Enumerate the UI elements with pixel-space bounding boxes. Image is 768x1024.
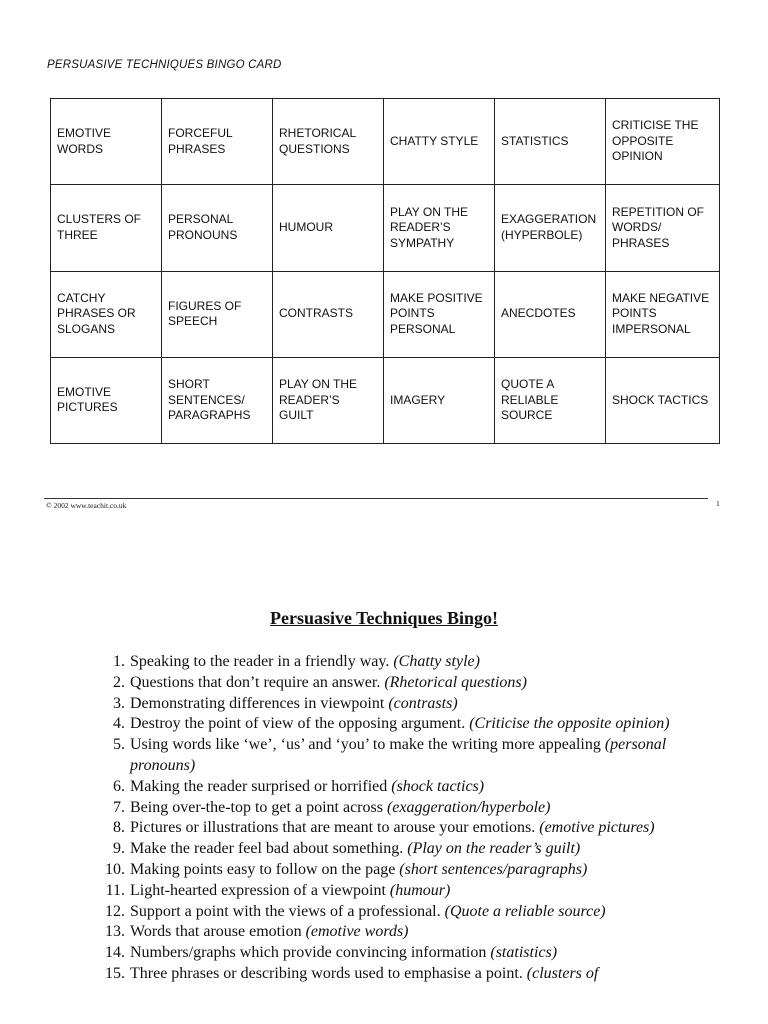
item-answer: (personal pronouns) (130, 736, 667, 774)
list-item (90, 839, 690, 860)
item-text: Being over-the-top to get a point across (130, 798, 387, 816)
bingo-cell: STATISTICS (495, 99, 606, 185)
item-number: 4. (113, 715, 125, 733)
list-item (90, 964, 690, 985)
item-number: 12. (105, 902, 125, 920)
item-text: Speaking to the reader in a friendly way. (130, 653, 394, 670)
item-text: Demonstrating differences in viewpoint (130, 694, 389, 712)
item-answer: (clusters of (526, 964, 599, 982)
bingo-cell: QUOTE A RELIABLE SOURCE (495, 357, 606, 443)
bingo-cell: EMOTIVE PICTURES (51, 357, 162, 443)
item-text: Making the reader surprised or horrified (130, 777, 392, 795)
item-text: Make the reader feel bad about something. (130, 840, 408, 858)
list-item (90, 943, 690, 964)
item-text: Using words like ‘we’, ‘us’ and ‘you’ to make the writing more appealing (130, 736, 605, 754)
item-answer: (contrasts) (388, 694, 458, 712)
bingo-cell: FORCEFUL PHRASES (162, 99, 273, 185)
list-item (90, 818, 690, 839)
bingo-cell: SHOCK TACTICS (606, 357, 720, 443)
bingo-row (51, 185, 720, 271)
bingo-cell: HUMOUR (273, 185, 384, 271)
item-answer: (statistics) (490, 944, 558, 962)
bingo-cell: PERSONAL PRONOUNS (162, 185, 273, 271)
item-answer: (exaggeration/hyperbole) (386, 798, 551, 816)
bingo-cell: PLAY ON THE READER’S GUILT (273, 357, 384, 443)
item-text: Three phrases or describing words used to emphasise a point. (130, 964, 527, 982)
bingo-cell: IMAGERY (384, 357, 495, 443)
page-number: 1 (716, 499, 720, 508)
item-number: 6. (113, 777, 125, 795)
bingo-cell: REPETITION OF WORDS/ PHRASES (606, 185, 720, 271)
item-text: Destroy the point of view of the opposing argument. (130, 715, 470, 733)
item-text: Making points easy to follow on the page (130, 860, 400, 878)
item-number: 7. (113, 798, 125, 816)
bingo-cell: MAKE POSITIVE POINTS PERSONAL (384, 271, 495, 357)
bingo-cell: CONTRASTS (273, 271, 384, 357)
item-answer: (emotive words) (305, 923, 409, 941)
item-number: 9. (113, 840, 125, 858)
list-item (90, 714, 690, 735)
bingo-card-title: PERSUASIVE TECHNIQUES BINGO CARD (47, 59, 282, 71)
item-answer: (Play on the reader’s guilt) (407, 840, 581, 858)
item-number: 1. (113, 653, 125, 670)
bingo-cell: CHATTY STYLE (384, 99, 495, 185)
list-item (90, 777, 690, 798)
bingo-cell: CATCHY PHRASES OR SLOGANS (51, 271, 162, 357)
item-answer: (emotive pictures) (539, 819, 655, 837)
item-answer: (shock tactics) (391, 777, 485, 795)
item-number: 15. (105, 964, 125, 982)
item-text: Light-hearted expression of a viewpoint (130, 881, 390, 899)
list-item (90, 922, 690, 943)
list-item (90, 652, 690, 673)
item-text: Words that arouse emotion (130, 923, 306, 941)
item-number: 14. (105, 944, 125, 962)
item-answer: (Rhetorical questions) (384, 673, 527, 691)
footer-copyright: © 2002 www.teachit.co.uk (46, 501, 127, 510)
bingo-grid (50, 98, 720, 444)
item-number: 10. (105, 860, 125, 878)
bingo-cell: ANECDOTES (495, 271, 606, 357)
bingo-cell: FIGURES OF SPEECH (162, 271, 273, 357)
item-answer: (humour) (389, 881, 451, 899)
item-number: 11. (105, 881, 125, 899)
bingo-cell: PLAY ON THE READER’S SYMPATHY (384, 185, 495, 271)
list-item (90, 694, 690, 715)
item-number: 13. (105, 923, 125, 941)
list-item (90, 881, 690, 902)
item-text: Pictures or illustrations that are meant to arouse your emotions. (130, 819, 540, 837)
bingo-cell: CLUSTERS OF THREE (51, 185, 162, 271)
bingo-row (51, 271, 720, 357)
page-title: Persuasive Techniques Bingo! (269, 608, 499, 628)
item-answer: (Criticise the opposite opinion) (469, 715, 670, 733)
item-answer: (short sentences/paragraphs) (399, 860, 588, 878)
list-item (90, 673, 690, 694)
item-text: Support a point with the views of a professional. (130, 902, 445, 920)
list-item (90, 735, 690, 777)
item-number: 2. (113, 673, 125, 691)
item-number: 5. (113, 736, 125, 754)
item-text: Numbers/graphs which provide convincing information (130, 944, 491, 962)
list-item (90, 798, 690, 819)
bingo-row (51, 99, 720, 185)
item-text: Questions that don’t require an answer. (130, 673, 385, 691)
bingo-cell: RHETORICAL QUESTIONS (273, 99, 384, 185)
bingo-cell: CRITICISE THE OPPOSITE OPINION (606, 99, 720, 185)
list-item (90, 902, 690, 923)
bingo-cell: SHORT SENTENCES/ PARAGRAPHS (162, 357, 273, 443)
list-item (90, 860, 690, 881)
footer-divider (44, 498, 708, 499)
bingo-row (51, 357, 720, 443)
bingo-cell: EXAGGERATION (HYPERBOLE) (495, 185, 606, 271)
item-answer: (Quote a reliable source) (444, 902, 606, 920)
bingo-cell: EMOTIVE WORDS (51, 99, 162, 185)
clue-list (90, 652, 690, 985)
bingo-cell: MAKE NEGATIVE POINTS IMPERSONAL (606, 271, 720, 357)
item-number: 3. (113, 694, 125, 712)
item-number: 8. (113, 819, 125, 837)
item-answer: (Chatty style) (393, 653, 480, 670)
